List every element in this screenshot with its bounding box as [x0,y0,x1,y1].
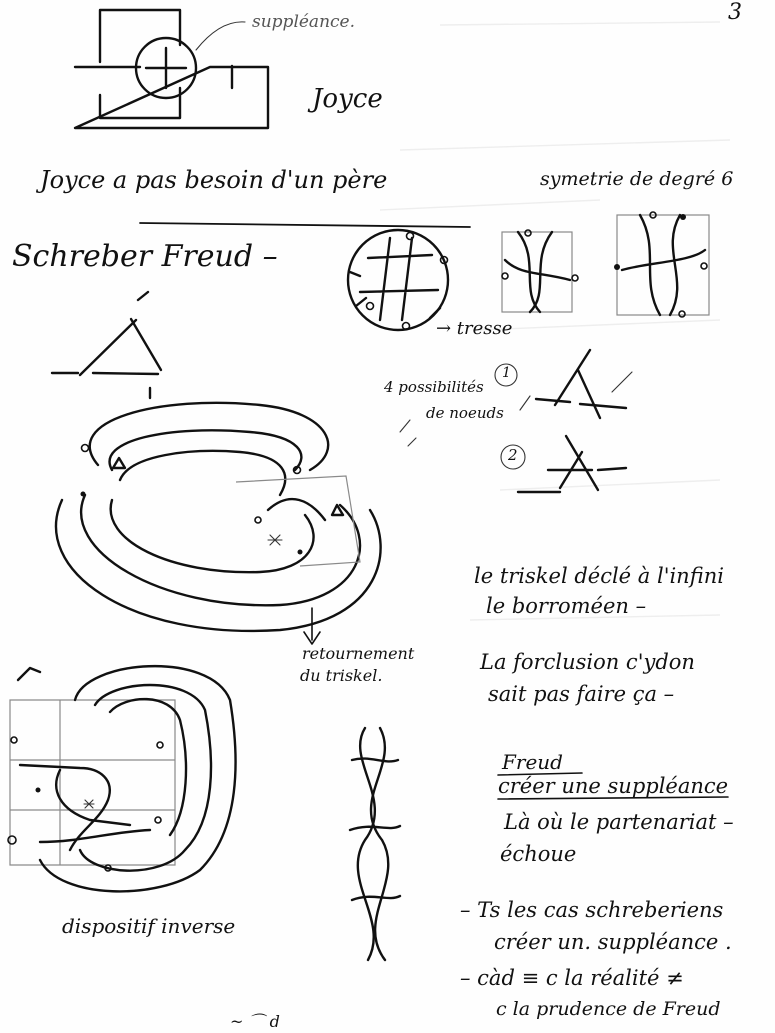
braid-square-large [614,212,709,317]
dash-marks [400,420,416,446]
triskel-line-1: le triskel déclé à l'infini [474,564,724,588]
retournement-label-1: retournement [302,644,415,663]
ring-diagram [56,403,381,631]
braid-square-small [502,230,578,312]
schreber-line-1: – Ts les cas schreberiens [460,898,724,922]
inverse-device-diagram [8,666,236,891]
joyce-line: Joyce a pas besoin d'un père [40,166,388,194]
freud-line-3: échoue [500,842,577,866]
freud-title: Freud [502,750,563,774]
freud-line-2: Là où le partenariat – [504,810,734,834]
circle-knot-diagram [348,230,448,330]
marker-1: 1 [502,365,511,381]
divider-line [140,223,470,227]
schreber-line-2: créer un. suppléance . [494,930,732,954]
schreber-line-3: – càd ≡ c la réalité ≠ [460,966,684,990]
suppleance-label: suppléance. [252,12,356,32]
forclusion-line-2: sait pas faire ça – [488,682,675,706]
marker-2: 2 [508,446,518,464]
triskel-line-2: le borroméen – [486,594,647,618]
joyce-word: Joyce [312,84,383,114]
bottom-fragment: ~ ⌒ d [230,1012,280,1031]
page-number: 3 [728,0,742,25]
symmetry-label: symetrie de degré 6 [540,168,734,190]
forclusion-line-1: La forclusion c'ydon [480,650,695,674]
tresse-label: → tresse [436,318,513,339]
schreber-line-4: c la prudence de Freud [496,998,721,1020]
knot-possibility-2 [501,436,626,492]
retournement-label-2: du triskel. [300,666,383,685]
joyce-knot-diagram [75,10,268,128]
braid-column [350,728,400,960]
bleed-through [380,22,730,620]
triskel-crossing-sketch [52,292,161,398]
possibilities-label-2: de noeuds [426,404,504,422]
possibilities-label-1: 4 possibilités [384,378,484,396]
freud-line-1: créer une suppléance [498,774,729,798]
schreber-freud-heading: Schreber Freud – [12,239,278,274]
dispositif-label: dispositif inverse [62,914,236,938]
knot-possibility-1 [495,350,632,418]
